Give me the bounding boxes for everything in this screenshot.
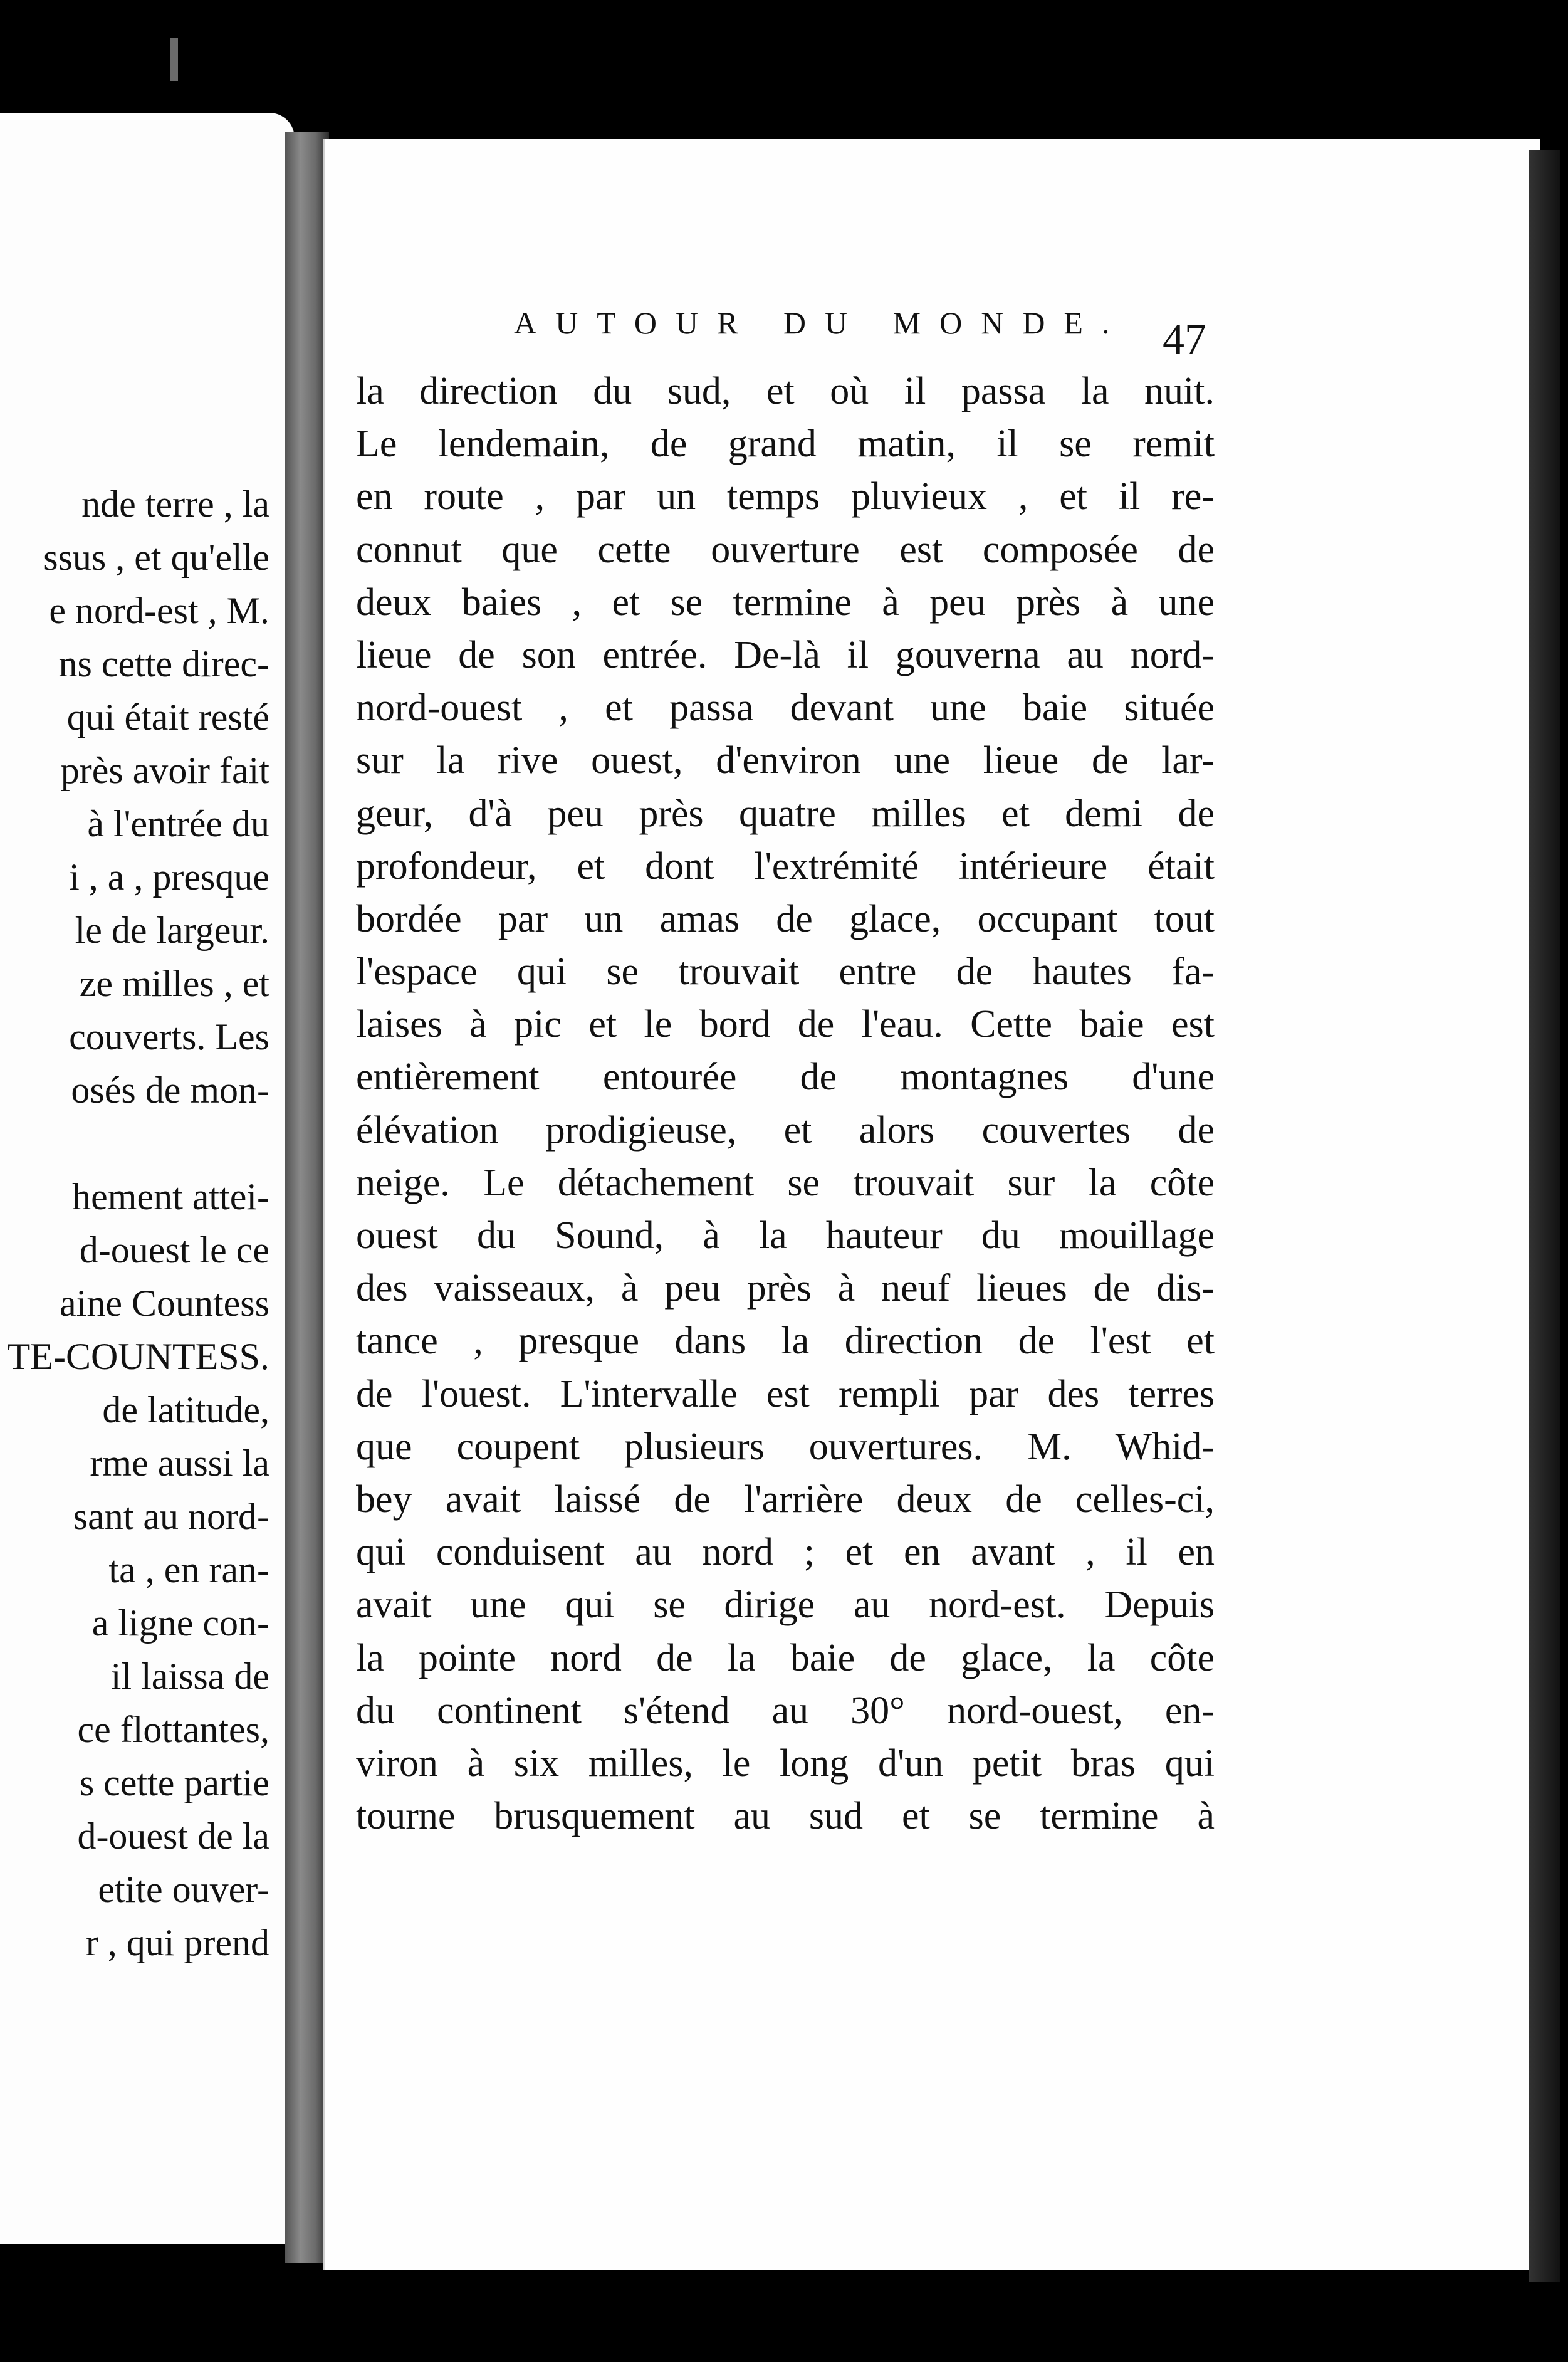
text-line: lieue de son entrée. De-là il gouverna au nord-: [356, 633, 1215, 676]
text-line: l'espace qui se trouvait entre de hautes fa-: [356, 950, 1215, 994]
text-line: nord-ouest , et passa devant une baie située: [356, 686, 1215, 730]
text-line: viron à six milles, le long d'un petit bras qui: [356, 1741, 1215, 1785]
text-line: en route , par un temps pluvieux , et il re-: [356, 475, 1215, 518]
left-page-line: [0, 1117, 269, 1170]
left-page-line: sant au nord-: [73, 1496, 269, 1537]
text-line: bordée par un amas de glace, occupant tout: [356, 897, 1215, 940]
left-page-line: ze milles , et: [79, 963, 269, 1004]
text-line: qui conduisent au nord ; et en avant , il en: [356, 1531, 1215, 1574]
left-page-line: i , a , presque: [69, 856, 269, 898]
text-line: la pointe nord de la baie de glace, la côte: [356, 1636, 1215, 1679]
left-page-line: qui était resté: [66, 696, 269, 738]
text-line: du continent s'étend au 30° nord-ouest, en-: [356, 1689, 1215, 1732]
text-line: neige. Le détachement se trouvait sur la côte: [356, 1161, 1215, 1204]
left-page-line: e nord-est , M.: [49, 590, 269, 631]
left-page-line: ns cette direc-: [58, 643, 269, 685]
left-page-line: ssus , et qu'elle: [43, 537, 269, 578]
left-page-line: couverts. Les: [69, 1016, 269, 1058]
left-facing-page: [0, 113, 295, 2244]
text-line: tance , presque dans la direction de l'est et: [356, 1320, 1215, 1363]
left-page-line: s cette partie: [79, 1762, 269, 1803]
left-page-line: ta , en ran-: [108, 1549, 269, 1590]
left-page-line: le de largeur.: [75, 910, 269, 951]
text-line: bey avait laissé de l'arrière deux de celles-ci,: [356, 1478, 1215, 1521]
text-line: que coupent plusieurs ouvertures. M. Whid-: [356, 1425, 1215, 1468]
text-line: entièrement entourée de montagnes d'une: [356, 1056, 1215, 1099]
running-head: AUTOUR DU MONDE.: [514, 305, 1129, 340]
left-page-line: osés de mon-: [71, 1069, 269, 1111]
left-page-line: de latitude,: [102, 1389, 269, 1430]
left-page-line: ce flottantes,: [77, 1709, 269, 1750]
text-line: laises à pic et le bord de l'eau. Cette baie est: [356, 1003, 1215, 1046]
text-line: profondeur, et dont l'extrémité intérieure était: [356, 844, 1215, 888]
page-body-text: [356, 365, 1215, 1842]
left-page-line: nde terre , la: [81, 483, 269, 525]
text-line: geur, d'à peu près quatre milles et demi de: [356, 792, 1215, 835]
text-line: sur la rive ouest, d'environ une lieue de lar-: [356, 739, 1215, 782]
left-page-line: d-ouest de la: [77, 1815, 269, 1857]
text-line: de l'ouest. L'intervalle est rempli par des terres: [356, 1372, 1215, 1415]
left-page-line: etite ouver-: [98, 1869, 269, 1910]
left-page-line: TE-COUNTESS.: [7, 1336, 269, 1377]
text-line: élévation prodigieuse, et alors couvertes de: [356, 1108, 1215, 1152]
text-line: deux baies , et se termine à peu près à une: [356, 580, 1215, 624]
page-number: 47: [1163, 315, 1206, 364]
text-line: connut que cette ouverture est composée de: [356, 528, 1215, 571]
text-line: Le lendemain, de grand matin, il se remit: [356, 423, 1215, 466]
left-page-line: d-ouest le ce: [79, 1229, 269, 1271]
left-page-line: hement attei-: [72, 1176, 269, 1217]
left-page-line: a ligne con-: [91, 1602, 269, 1644]
page-edge-shadow: [1529, 150, 1560, 2282]
text-line: avait une qui se dirige au nord-est. Depuis: [356, 1583, 1215, 1627]
left-page-line: près avoir fait: [60, 750, 269, 791]
left-page-line: rme aussi la: [90, 1442, 269, 1484]
left-page-line: aine Countess: [60, 1283, 269, 1324]
text-line: la direction du sud, et où il passa la nuit.: [356, 370, 1215, 412]
text-line: tourne brusquement au sud et se termine à: [356, 1795, 1215, 1838]
text-line: des vaisseaux, à peu près à neuf lieues de dis-: [356, 1267, 1215, 1310]
text-line: ouest du Sound, à la hauteur du mouillage: [356, 1214, 1215, 1257]
left-page-text: [0, 478, 269, 1970]
left-page-line: à l'entrée du: [87, 803, 269, 844]
left-page-line: il laissa de: [110, 1656, 269, 1697]
left-page-line: r , qui prend: [85, 1922, 269, 1963]
scan-artifact: [170, 38, 178, 81]
